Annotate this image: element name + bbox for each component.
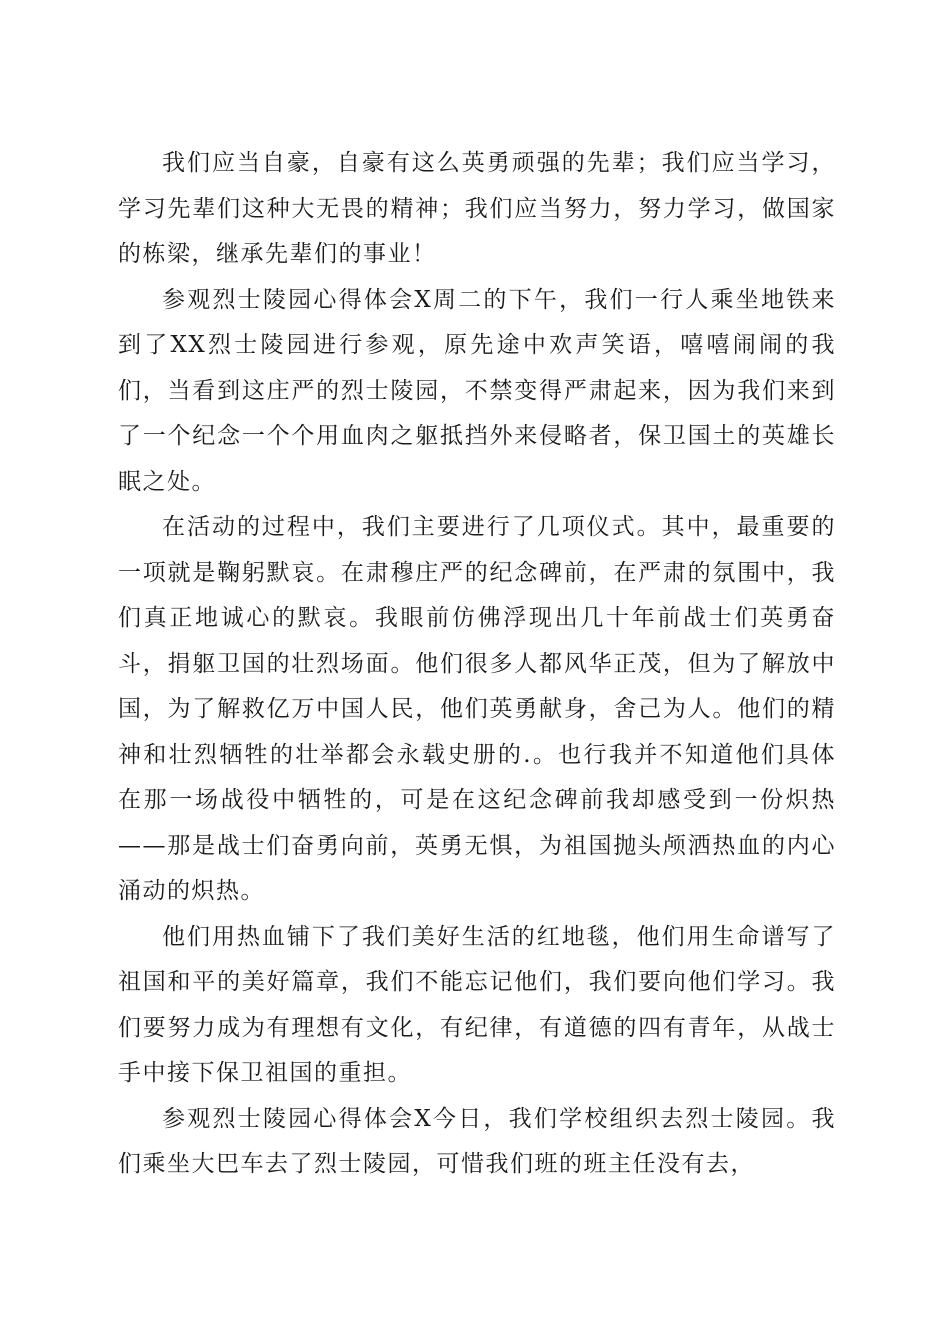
- paragraph-5: 参观烈士陵园心得体会X今日，我们学校组织去烈士陵园。我们乘坐大巴车去了烈士陵园，可惜我们班的班主任没有去，: [118, 1105, 836, 1177]
- paragraph-1: 我们应当自豪，自豪有这么英勇顽强的先辈；我们应当学习，学习先辈们这种大无畏的精神；我们应当努力，努力学习，做国家的栋梁，继承先辈们的事业！: [118, 150, 836, 267]
- paragraph-4: 他们用热血铺下了我们美好生活的红地毯，他们用生命谱写了祖国和平的美好篇章，我们不能忘记他们，我们要向他们学习。我们要努力成为有理想有文化，有纪律，有道德的四有青年，从战士手中接下保卫祖国的重担。: [118, 923, 836, 1086]
- document-body: [118, 141, 836, 1188]
- paragraph-2: 参观烈士陵园心得体会X周二的下午，我们一行人乘坐地铁来到了XX烈士陵园进行参观，原先途中欢声笑语，嘻嘻闹闹的我们，当看到这庄严的烈士陵园，不禁变得严肃起来，因为我们来到了一个纪念一个个用血肉之躯抵挡外来侵略者，保卫国土的英雄长眠之处。: [118, 286, 836, 495]
- paragraph-3: 在活动的过程中，我们主要进行了几项仪式。其中，最重要的一项就是鞠躬默哀。在肃穆庄严的纪念碑前，在严肃的氛围中，我们真正地诚心的默哀。我眼前仿佛浮现出几十年前战士们英勇奋斗，捐躯卫国的壮烈场面。他们很多人都风华正茂，但为了解放中国，为了解救亿万中国人民，他们英勇献身，舍己为人。他们的精神和壮烈牺牲的壮举都会永载史册的.。也行我并不知道他们具体在那一场战役中牺牲的，可是在这纪念碑前我却感受到一份炽热——那是战士们奋勇向前，英勇无惧，为祖国抛头颅洒热血的内心涌动的炽热。: [118, 514, 836, 904]
